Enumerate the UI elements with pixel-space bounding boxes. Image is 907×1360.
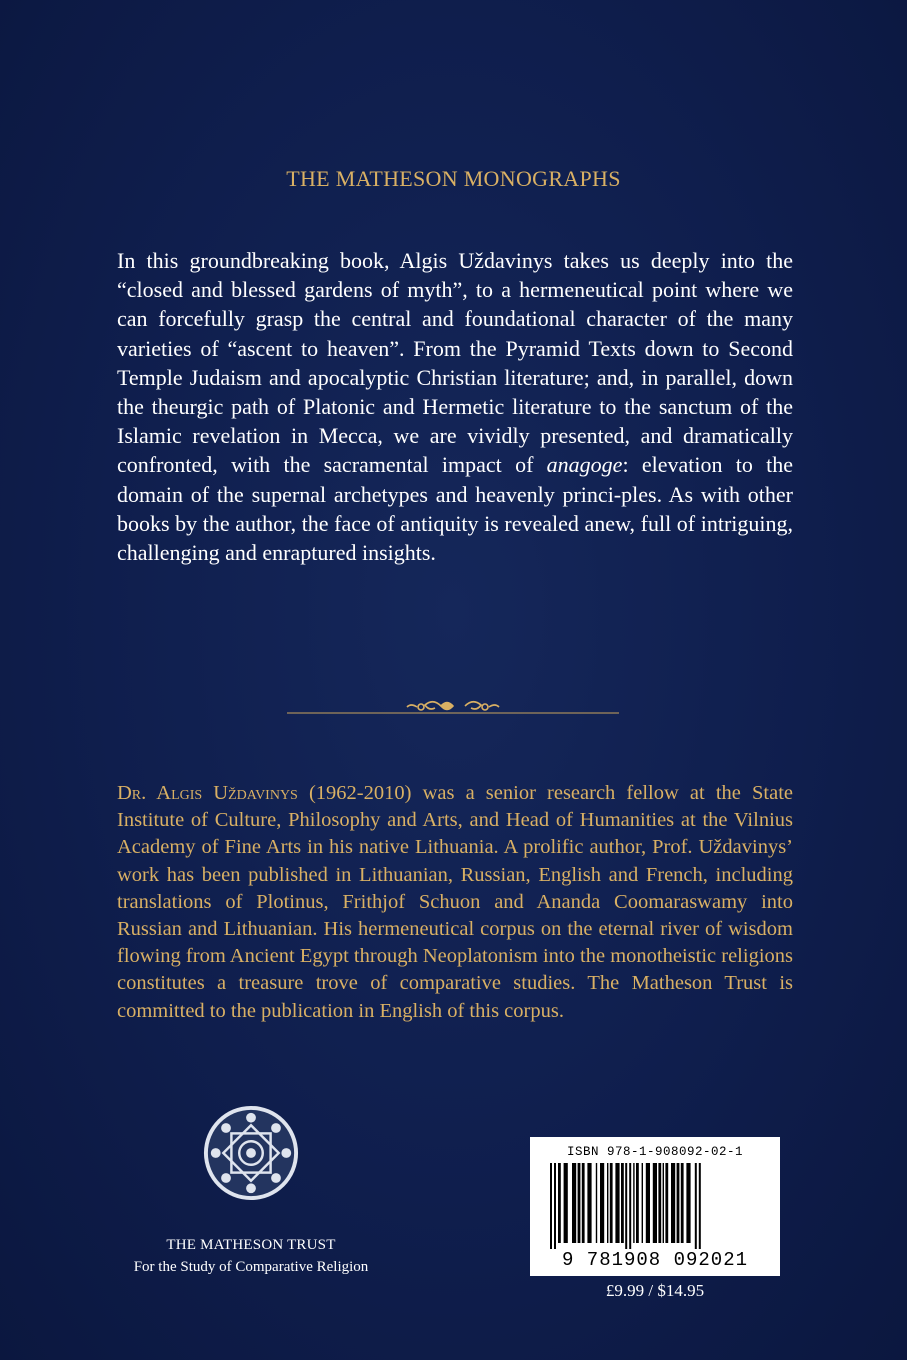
publisher-name: THE MATHESON TRUST [166, 1237, 336, 1253]
series-title: THE MATHESON MONOGRAPHS [286, 166, 621, 191]
description-blurb [117, 246, 793, 567]
isbn-label: ISBN 978-1-908092-02-1 [566, 1145, 744, 1159]
blurb-text-part2: : elevation to the domain of the supernal archetypes and heavenly princi-ples. As with other books by the author, the face of antiquity is revealed anew, full of intriguing, challenging and enraptured insights. [117, 452, 793, 566]
author-bio-text: (1962-2010) was a senior research fellow at the State Institute of Culture, Philosophy and Arts, and Head of Humanities at the Vilnius Academy of Fine Arts in his native Lithuania. A prolific author, Prof. Uždavinys’ work has been published in Lithuanian, Russian, English and French, including translations of Plotinus, Frithjof Schuon and Ananda Coomaraswamy into Russian and Lithuanian. His hermeneutical corpus on the eternal river of wisdom flowing from Ancient Egypt through Neoplatonism into the monotheistic religions constitutes a treasure trove of comparative studies. The Matheson Trust is committed to the publication in English of this corpus. [117, 782, 793, 1022]
matheson-trust-logo [202, 1104, 300, 1202]
author-name: Dr. Algis Uždavinys [117, 782, 298, 804]
price: £9.99 / $14.95 [605, 1281, 705, 1300]
blurb-emphasis: anagoge [546, 452, 623, 478]
blurb-text-part1: In this groundbreaking book, Algis Uždavinys takes us deeply into the “closed and blessed gardens of myth”, to a hermeneutical point where we can forcefully grasp the central and foundational character of the many varieties of “ascent to heaven”. From the Pyramid Texts down to Second Temple Judaism and apocalyptic Christian literature; and, in parallel, down the theurgic path of Platonic and Hermetic literature to the sanctum of the Islamic revelation in Mecca, we are vividly presented, and dramatically confronted, with the sacramental impact of [117, 248, 793, 478]
ean-digits: 9 781908 092021 [561, 1249, 749, 1271]
author-bio [117, 780, 793, 1025]
publisher-subtitle: For the Study of Comparative Religion [133, 1259, 369, 1275]
divider-ornament [287, 693, 619, 723]
barcode-bars [546, 1163, 772, 1249]
isbn-barcode [530, 1137, 780, 1276]
